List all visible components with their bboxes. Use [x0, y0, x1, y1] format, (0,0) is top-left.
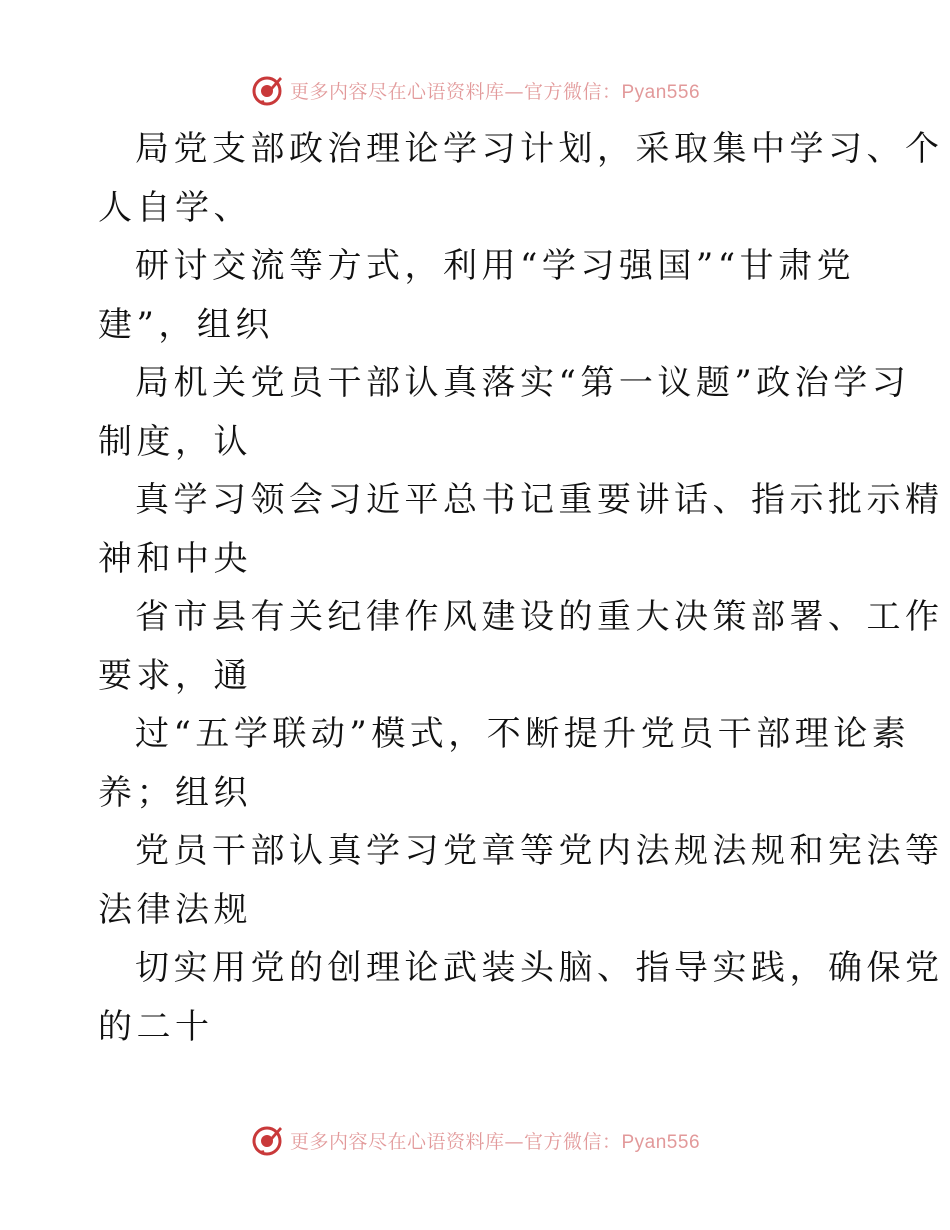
- text-line: 局机关党员干部认真落实“第一议题”政治学习: [135, 363, 911, 403]
- text-line: 研讨交流等方式，利用“学习强国”“甘肃党: [135, 246, 856, 286]
- text-line: 真学习领会习近平总书记重要讲话、指示批示精: [135, 480, 944, 520]
- text-line: 建”，组织: [98, 304, 274, 345]
- footer-watermark: [0, 1120, 950, 1160]
- text-line: 制度，认: [98, 421, 252, 462]
- brush-pen-logo-icon: [250, 73, 284, 107]
- watermark-text: 更多内容尽在心语资料库—官方微信：Pyan556: [289, 1130, 701, 1153]
- watermark-text: 更多内容尽在心语资料库—官方微信：Pyan556: [289, 80, 701, 103]
- text-line: 法律法规: [98, 889, 252, 930]
- text-line: 省市县有关纪律作风建设的重大决策部署、工作: [135, 597, 944, 637]
- text-line: 要求，通: [98, 655, 252, 696]
- text-line: 人自学、: [98, 187, 252, 228]
- header-watermark: [0, 70, 950, 110]
- text-line: 养；组织: [98, 772, 252, 813]
- text-line: 神和中央: [98, 538, 252, 579]
- text-line: 党员干部认真学习党章等党内法规法规和宪法等: [135, 831, 944, 871]
- brush-pen-logo-icon: [250, 1123, 284, 1157]
- document-body: [98, 120, 944, 1056]
- text-line: 的二十: [98, 1006, 214, 1047]
- text-line: 切实用党的创理论武装头脑、指导实践，确保党: [135, 948, 944, 988]
- text-line: 局党支部政治理论学习计划，采取集中学习、个: [135, 129, 944, 169]
- text-line: 过“五学联动”模式，不断提升党员干部理论素: [135, 714, 911, 754]
